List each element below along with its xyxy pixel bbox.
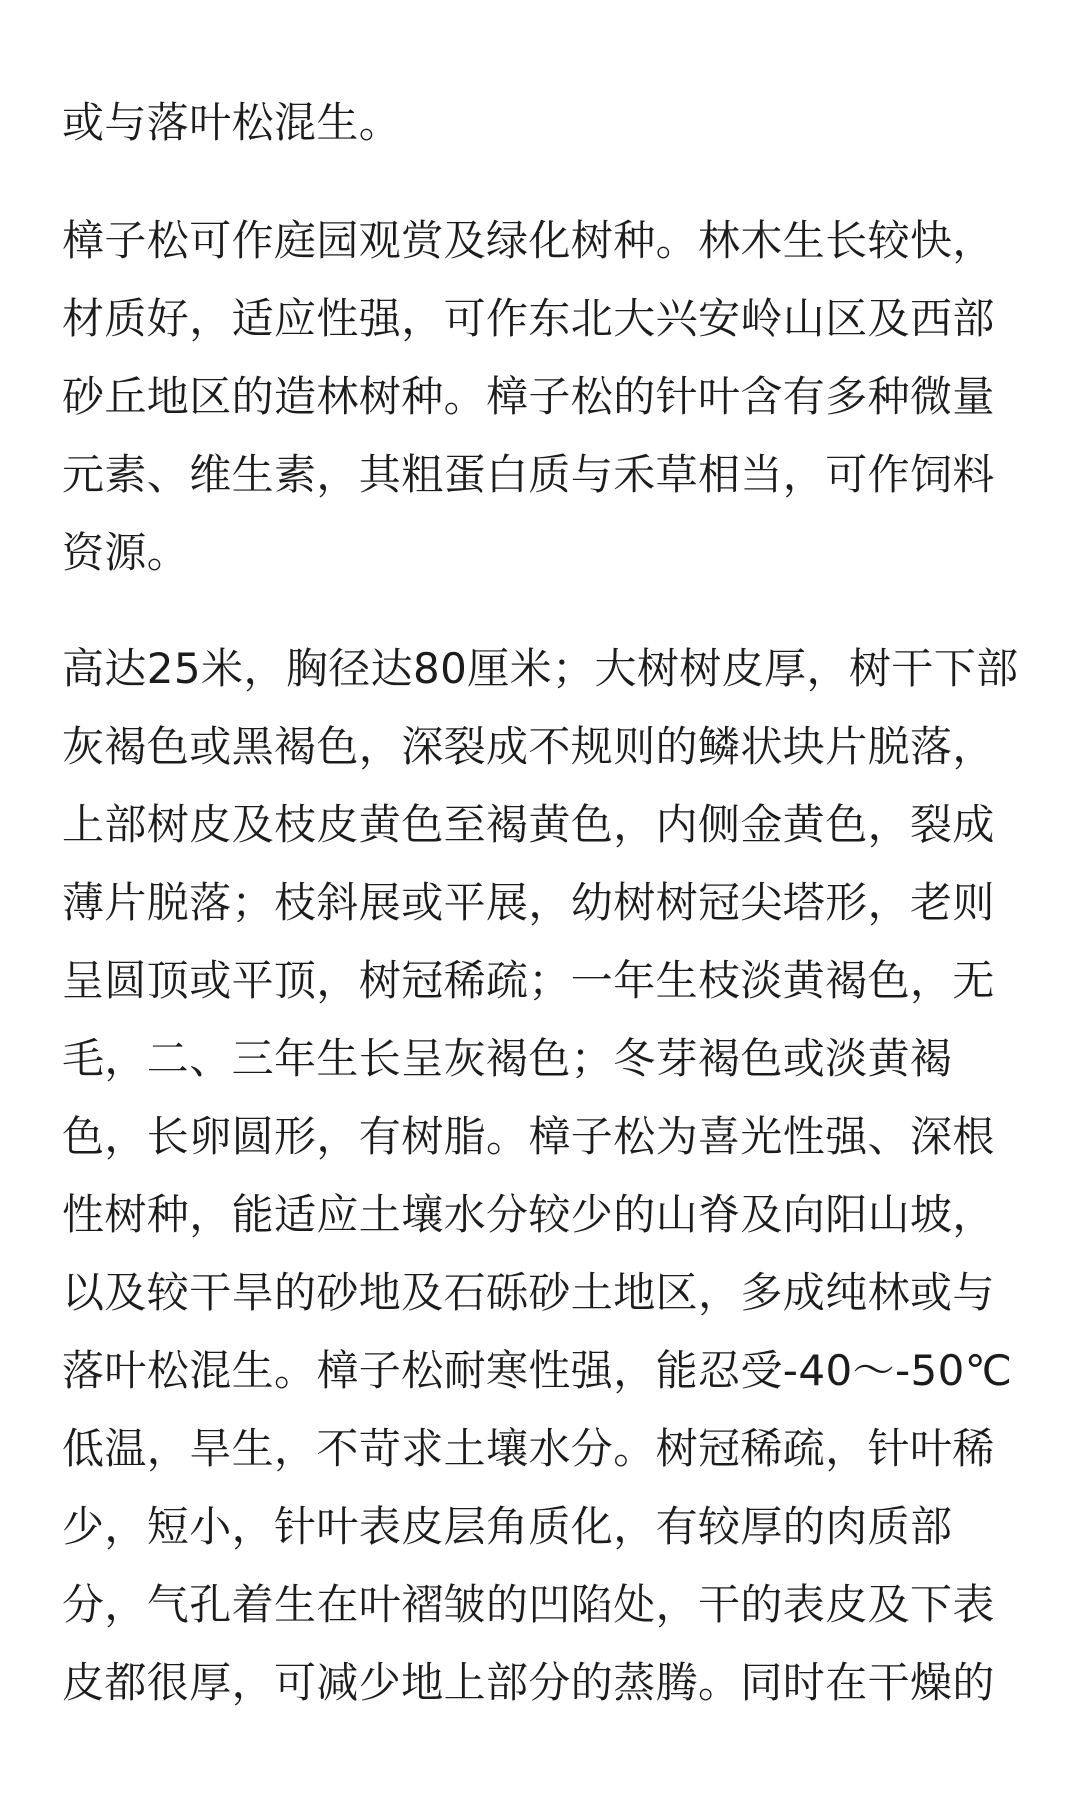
text-line: 低温，旱生，不苛求土壤水分。树冠稀疏，针叶稀	[62, 1424, 995, 1473]
text-line: 高达25米，胸径达80厘米；大树树皮厚，树干下部	[62, 644, 1019, 693]
text-line: 色，长卵圆形，有树脂。樟子松为喜光性强、深根	[62, 1112, 995, 1161]
text-line: 皮都很厚，可减少地上部分的蒸腾。同时在干燥的	[62, 1658, 995, 1707]
text-line: 少，短小，针叶表皮层角质化，有较厚的肉质部	[62, 1502, 953, 1551]
text-line: 资源。	[62, 528, 190, 577]
text-line: 砂丘地区的造林树种。樟子松的针叶含有多种微量	[62, 372, 995, 421]
text-line: 灰褐色或黑褐色，深裂成不规则的鳞状块片脱落，	[62, 722, 995, 771]
text-line: 薄片脱落；枝斜展或平展，幼树树冠尖塔形，老则	[62, 878, 995, 927]
text-line: 元素、维生素，其粗蛋白质与禾草相当，可作饲料	[62, 450, 995, 499]
paragraph-uses	[62, 202, 1042, 592]
paragraph-spacer	[62, 162, 1042, 202]
article-body	[62, 84, 1042, 1722]
text-line: 性树种，能适应土壤水分较少的山脊及向阳山坡，	[62, 1190, 995, 1239]
text-line: 材质好，适应性强，可作东北大兴安岭山区及西部	[62, 294, 995, 343]
text-line: 落叶松混生。樟子松耐寒性强，能忍受-40～-50℃	[62, 1346, 1013, 1395]
paragraph-description	[62, 630, 1042, 1722]
text-line: 上部树皮及枝皮黄色至褐黄色，内侧金黄色，裂成	[62, 800, 995, 849]
text-line: 或与落叶松混生。	[62, 98, 402, 147]
text-line: 分，气孔着生在叶褶皱的凹陷处，干的表皮及下表	[62, 1580, 995, 1629]
text-line: 呈圆顶或平顶，树冠稀疏；一年生枝淡黄褐色，无	[62, 956, 995, 1005]
text-line: 以及较干旱的砂地及石砾砂土地区，多成纯林或与	[62, 1268, 995, 1317]
paragraph-spacer	[62, 592, 1042, 630]
text-line: 樟子松可作庭园观赏及绿化树种。林木生长较快，	[62, 216, 995, 265]
text-line: 毛，二、三年生长呈灰褐色；冬芽褐色或淡黄褐	[62, 1034, 953, 1083]
paragraph-intro	[62, 84, 1042, 162]
